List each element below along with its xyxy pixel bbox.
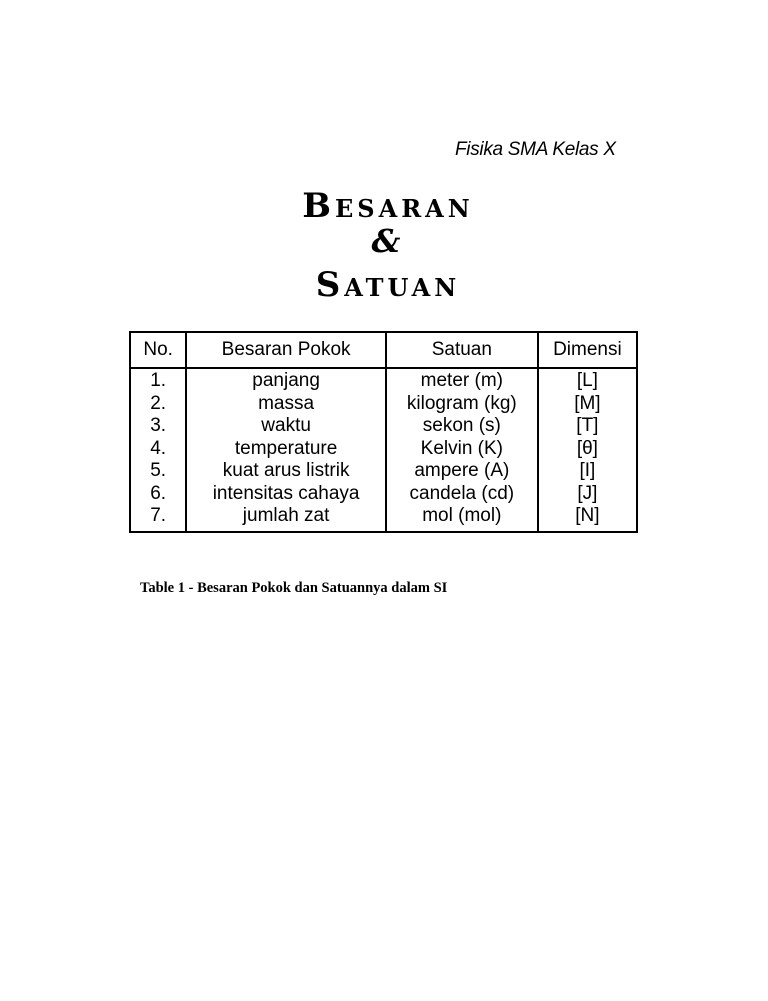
cell-no: 7. (150, 505, 167, 526)
title-line-satuan: Satuan (315, 265, 461, 305)
cell-dimensi: [T] (576, 415, 599, 436)
table-caption: Table 1 - Besaran Pokok dan Satuannya dalam SI (140, 580, 448, 596)
cell-dimensi: [J] (577, 482, 598, 504)
table-header-row (130, 332, 637, 368)
cell-satuan: meter (m) (420, 370, 503, 391)
column-satuan (386, 368, 538, 532)
cell-dimensi: [M] (574, 392, 601, 414)
cell-no: 3. (150, 415, 167, 436)
cell-besaran: kuat arus listrik (222, 460, 350, 481)
cell-besaran: waktu (261, 415, 311, 436)
cell-satuan: ampere (A) (414, 460, 510, 481)
header-dimensi: Dimensi (538, 332, 637, 368)
column-besaran-pokok (186, 368, 386, 532)
cell-no: 4. (150, 437, 167, 459)
cell-besaran: temperature (234, 437, 338, 459)
cell-dimensi: [θ] (576, 437, 598, 459)
cell-satuan: sekon (s) (422, 415, 501, 436)
header-besaran-pokok: Besaran Pokok (186, 332, 386, 368)
cell-satuan: Kelvin (K) (420, 437, 503, 459)
cell-besaran: intensitas cahaya (212, 482, 360, 504)
cell-besaran: massa (258, 392, 315, 414)
title-line-besaran: Besaran (302, 186, 474, 226)
base-quantities-table (129, 331, 638, 533)
table-body-row (130, 368, 637, 532)
cell-satuan: candela (cd) (409, 482, 515, 504)
cell-no: 1. (150, 370, 167, 391)
cell-besaran: jumlah zat (242, 505, 330, 526)
course-header: Fisika SMA Kelas X (455, 139, 616, 160)
column-dimensi (538, 368, 637, 532)
title-line-ampersand: & (371, 222, 401, 260)
cell-dimensi: [N] (575, 505, 600, 526)
cell-satuan: mol (mol) (422, 505, 502, 526)
cell-no: 5. (150, 460, 167, 481)
header-satuan: Satuan (386, 332, 538, 368)
cell-dimensi: [L] (576, 370, 598, 391)
cell-satuan: kilogram (kg) (406, 392, 517, 414)
header-no: No. (130, 332, 186, 368)
cell-besaran: panjang (252, 370, 320, 391)
cell-no: 2. (150, 392, 167, 414)
cell-dimensi: [I] (579, 460, 596, 481)
cell-no: 6. (150, 482, 167, 504)
column-no (130, 368, 186, 532)
